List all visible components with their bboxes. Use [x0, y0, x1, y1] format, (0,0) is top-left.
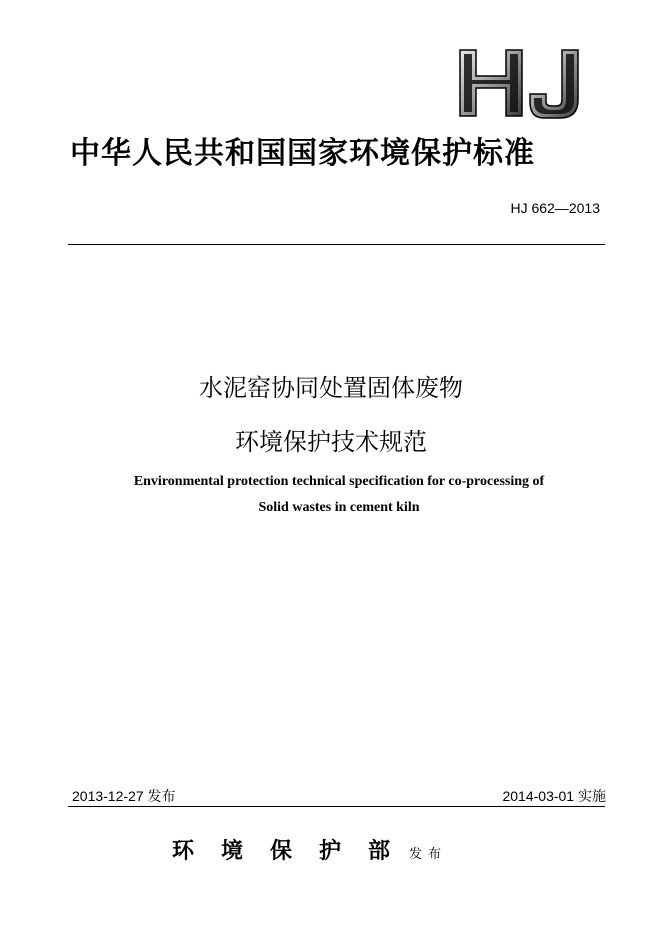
header-divider — [68, 244, 605, 245]
document-title-en-line2: Solid wastes in cement kiln — [258, 500, 420, 515]
issuer-suffix: 发布 — [409, 847, 448, 862]
hj-logo-graphic — [456, 44, 588, 122]
document-title-cn-line1: 水泥窑协同处置固体废物 — [199, 374, 463, 402]
footer-divider — [68, 806, 605, 807]
issuer-name: 环境保护部 — [172, 838, 418, 864]
hj-logo — [456, 44, 588, 122]
document-title-cn-line2: 环境保护技术规范 — [235, 428, 427, 456]
document-title-en-line1: Environmental protection technical specification for co-processing of — [133, 474, 545, 489]
implementation-date: 2014-03-01 实施 — [502, 788, 606, 804]
standard-code: HJ 662—2013 — [510, 200, 600, 216]
issue-date: 2013-12-27 发布 — [72, 788, 176, 804]
standard-category-title: 中华人民共和国国家环境保护标准 — [70, 136, 535, 171]
issuer-line — [172, 834, 447, 865]
